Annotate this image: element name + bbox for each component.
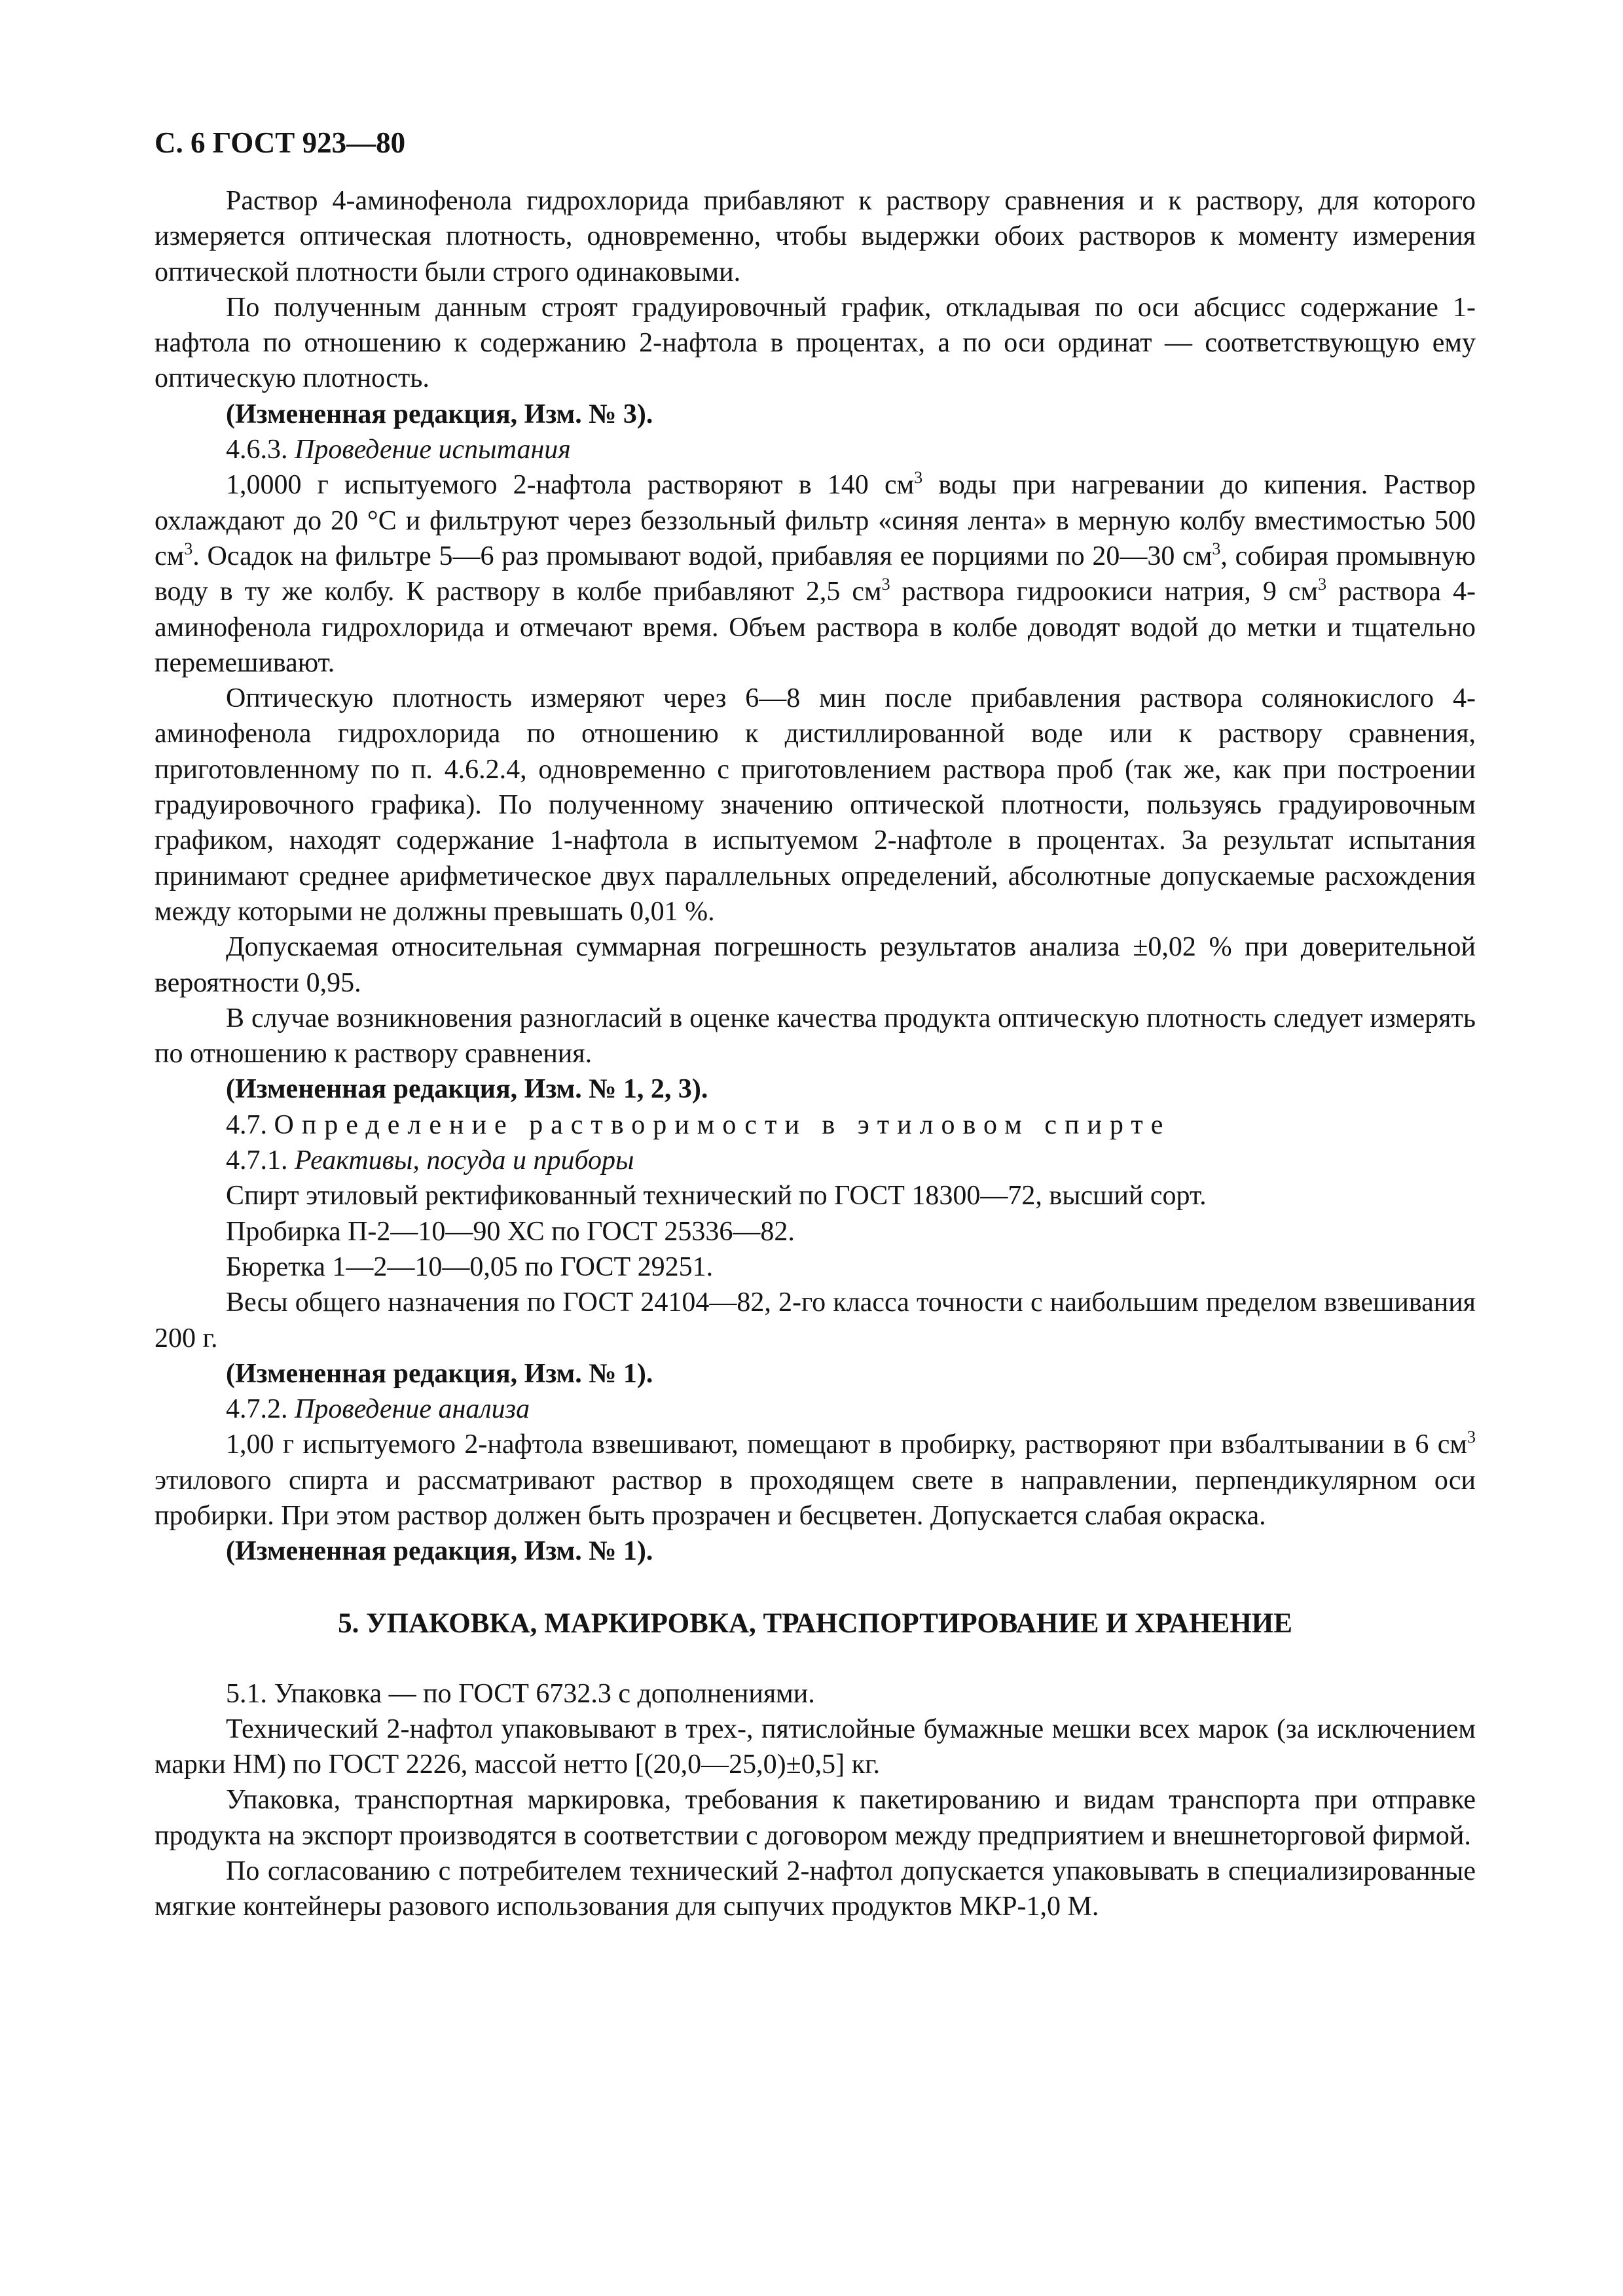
- subsection-number: 4.7.1.: [226, 1145, 288, 1176]
- superscript-3: 3: [1212, 539, 1221, 558]
- paragraph-reagent-addition: Раствор 4-аминофенола гидрохлорида прибавляют к раствору сравнения и к раствору, для которого измеряется оптическая плотность, одновременно, чтобы выдержки обоих растворов к моменту измерения оптической плотности были строго одинаковыми.: [155, 186, 1476, 287]
- superscript-3: 3: [881, 575, 890, 594]
- amendment-note-1: (Измененная редакция, Изм. № 1).: [226, 1536, 653, 1567]
- page-header: С. 6 ГОСТ 923—80: [155, 126, 406, 159]
- paragraph-disagreement: В случае возникновения разногласий в оценке качества продукта оптическую плотность следует измерять по отношению к раствору сравнения.: [155, 1003, 1476, 1069]
- superscript-3: 3: [1467, 1427, 1476, 1447]
- superscript-3: 3: [1318, 575, 1327, 594]
- amendment-note-1: (Измененная редакция, Изм. № 1).: [226, 1358, 653, 1389]
- paragraph-calibration-graph: По полученным данным строят градуировочный график, откладывая по оси абсцисс содержание 1-нафтола по отношению к содержанию 2-нафтола в процентах, а по оси ординат — соответствующую ему оптическую плотность.: [155, 292, 1476, 394]
- subsection-title: Проведение испытания: [295, 435, 571, 465]
- document-body: [155, 183, 1476, 1925]
- superscript-3: 3: [914, 468, 923, 488]
- subsection-number: 4.6.3.: [226, 435, 288, 465]
- subsection-title: Проведение анализа: [295, 1394, 530, 1425]
- reagent-alcohol: Спирт этиловый ректификованный технический по ГОСТ 18300—72, высший сорт.: [226, 1181, 1207, 1211]
- paragraph-packaging-bags: Технический 2-нафтол упаковывают в трех-, пятислойные бумажные мешки всех марок (за исключением марки НМ) по ГОСТ 2226, массой нетто [(20,0—25,0)±0,5] кг.: [155, 1713, 1476, 1780]
- amendment-note-3: (Измененная редакция, Изм. № 3).: [226, 399, 653, 429]
- subsection-title: Реактивы, посуда и приборы: [295, 1145, 634, 1176]
- subsection-4-6-3: [155, 432, 1476, 467]
- reagent-scales: Весы общего назначения по ГОСТ 24104—82, 2-го класса точности с наибольшим пределом взвешивания 200 г.: [155, 1287, 1476, 1354]
- reagent-test-tube: Пробирка П-2—10—90 ХС по ГОСТ 25336—82.: [226, 1216, 795, 1247]
- section-title-solubility: Определение растворимости в этиловом спирте: [274, 1109, 1171, 1140]
- paragraph-5-1: 5.1. Упаковка — по ГОСТ 6732.3 с дополнениями.: [226, 1678, 815, 1709]
- section-4-7: [155, 1107, 1476, 1143]
- paragraph-export-packaging: Упаковка, транспортная маркировка, требования к пакетированию и видам транспорта при отправке продукта на экспорт производятся в соответствии с договором между предприятием и внешнеторговой фирмой.: [155, 1785, 1476, 1851]
- paragraph-optical-density-measurement: Оптическую плотность измеряют через 6—8 мин после прибавления раствора солянокислого 4-аминофенола гидрохлорида по отношению к дистиллированной воде или к раствору сравнения, приготовленному по п. 4.6.2.4, одновременно с приготовлением раствора проб (так же, как при построении градуировочного графика). По полученному значению оптической плотности, пользуясь градуировочным графиком, находят содержание 1-нафтола в испытуемом 2-нафтоле в процентах. За результат испытания принимают среднее арифметическое двух параллельных определений, абсолютные допускаемые расхождения между которыми не должны превышать 0,01 %.: [155, 683, 1476, 927]
- section-5-title: 5. УПАКОВКА, МАРКИРОВКА, ТРАНСПОРТИРОВАНИЕ И ХРАНЕНИЕ: [338, 1607, 1292, 1639]
- amendment-note-1-2-3: (Измененная редакция, Изм. № 1, 2, 3).: [226, 1074, 708, 1105]
- subsection-number: 4.7.2.: [226, 1394, 288, 1425]
- paragraph-test-procedure: 1,0000 г испытуемого 2-нафтола растворяют в 140 $см^3$ воды при нагревании до кипения. Раствор охлаждают до 20 °С и фильтруют через беззольный фильтр «синяя лента» в мерную колбу вместимостью 500 $см^3$. Осадок на фильтре 5—6 раз промывают водой, прибавляя ее порциями по 20—30 $см^3$, собирая промывную воду в ту же колбу. К раствору в колбе прибавляют 2,5 $см^3$ раствора гидроокиси натрия, 9 $см^3$ раствора 4-аминофенола гидрохлорида и отмечают время. Объем раствора в колбе доводят водой до метки и тщательно перемешивают.: [155, 468, 1476, 678]
- section-number: 4.7.: [226, 1109, 267, 1140]
- paragraph-analysis-procedure: 1,00 г испытуемого 2-нафтола взвешивают, помещают в пробирку, растворяют при взбалтывании в 6 $см^3$ этилового спирта и рассматривают раствор в проходящем свете в направлении, перпендикулярном оси пробирки. При этом раствор должен быть прозрачен и бесцветен. Допускается слабая окраска.: [155, 1427, 1476, 1531]
- reagent-burette: Бюретка 1—2—10—0,05 по ГОСТ 29251.: [226, 1251, 714, 1282]
- subsection-4-7-2: [155, 1391, 1476, 1427]
- superscript-3: 3: [184, 539, 193, 558]
- subsection-4-7-1: [155, 1143, 1476, 1178]
- paragraph-error-margin: Допускаемая относительная суммарная погрешность результатов анализа ±0,02 % при доверительной вероятности 0,95.: [155, 932, 1476, 998]
- paragraph-soft-containers: По согласованию с потребителем технический 2-нафтол допускается упаковывать в специализированные мягкие контейнеры разового использования для сыпучих продуктов МКР-1,0 М.: [155, 1856, 1476, 1922]
